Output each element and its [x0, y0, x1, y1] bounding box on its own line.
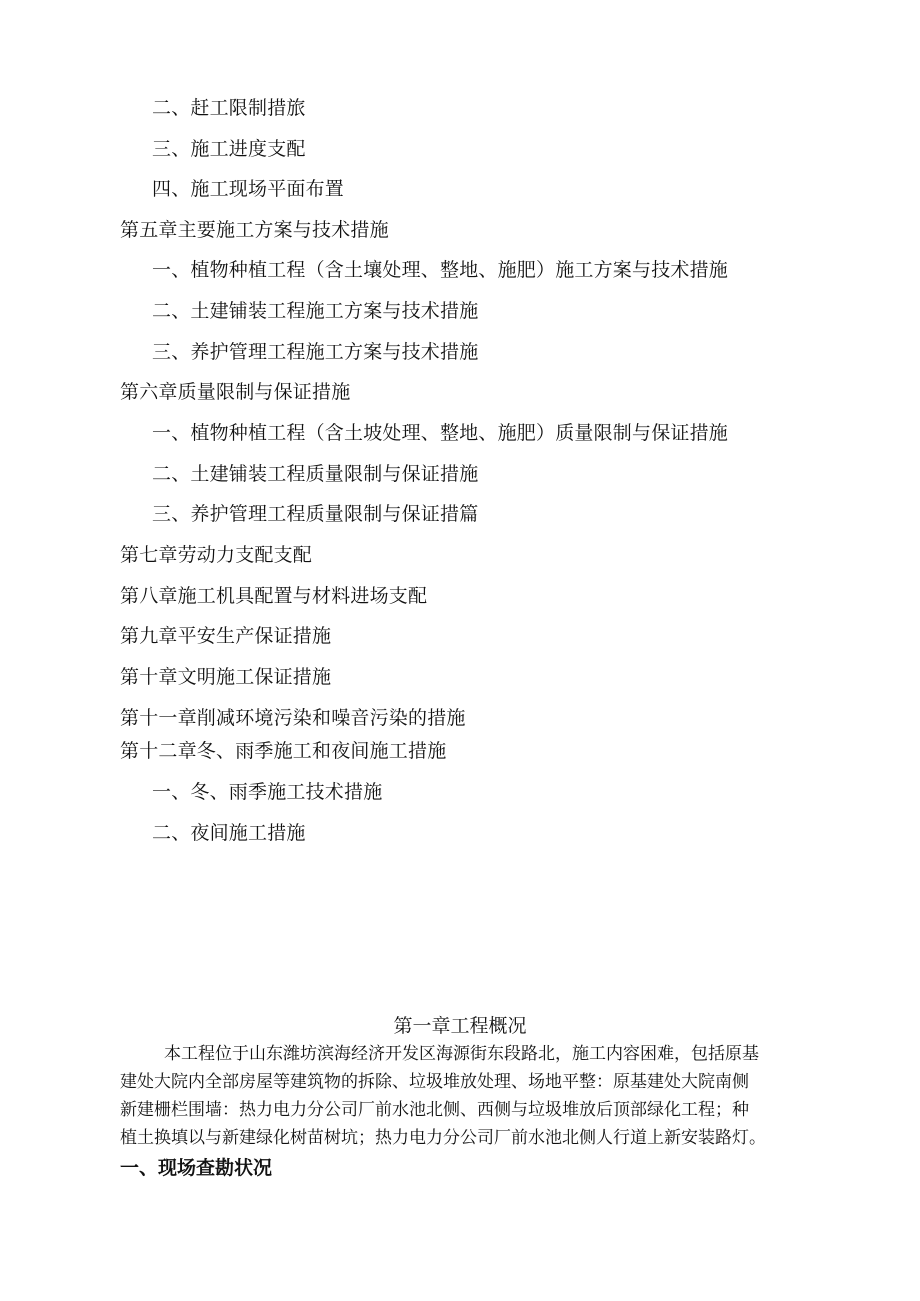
toc-item: 四、施工现场平面布置: [152, 178, 345, 200]
toc-item: 一、植物种植工程（含土坡处理、整地、施肥）质量限制与保证措施: [152, 422, 729, 444]
toc-item: 一、冬、雨季施工技术措施: [152, 781, 383, 803]
paragraph-line: 建处大院内全部房屋等建筑物的拆除、垃圾堆放处理、场地平整：原基建处大院南侧: [120, 1072, 749, 1092]
toc-chapter: 第五章主要施工方案与技术措施: [120, 219, 389, 241]
toc-item: 二、赶工限制措旅: [152, 97, 306, 119]
toc-item: 二、夜间施工措施: [152, 822, 306, 844]
paragraph-line: 植土换填以与新建绿化树苗树坑；热力电力分公司厂前水池北侧人行道上新安装路灯。: [120, 1128, 766, 1148]
toc-item: 三、施工进度支配: [152, 138, 306, 160]
section-heading: 一、现场查勘状况: [120, 1157, 273, 1179]
toc-item: 三、养护管理工程质量限制与保证措篇: [152, 503, 479, 525]
toc-chapter: 第六章质量限制与保证措施: [120, 381, 351, 403]
chapter-title: 第一章工程概况: [393, 1015, 527, 1037]
toc-item: 一、植物种植工程（含土壤处理、整地、施肥）施工方案与技术措施: [152, 259, 729, 281]
paragraph-line: 本工程位于山东潍坊滨海经济开发区海源街东段路北，施工内容困难，包括原基: [164, 1044, 759, 1064]
toc-chapter: 第七章劳动力支配支配: [120, 544, 313, 566]
paragraph-line: 新建栅栏围墙：热力电力分公司厂前水池北侧、西侧与垃圾堆放后顶部绿化工程；种: [120, 1100, 749, 1120]
toc-chapter: 第八章施工机具配置与材料进场支配: [120, 585, 428, 607]
toc-chapter: 第十二章冬、雨季施工和夜间施工措施: [120, 740, 447, 762]
toc-item: 三、养护管理工程施工方案与技术措施: [152, 341, 479, 363]
toc-item: 二、土建铺装工程施工方案与技术措施: [152, 300, 479, 322]
toc-item: 二、土建铺装工程质量限制与保证措施: [152, 463, 479, 485]
toc-chapter: 第十一章削减环境污染和噪音污染的措施: [120, 707, 466, 729]
toc-chapter: 第十章文明施工保证措施: [120, 666, 332, 688]
toc-chapter: 第九章平安生产保证措施: [120, 625, 332, 647]
